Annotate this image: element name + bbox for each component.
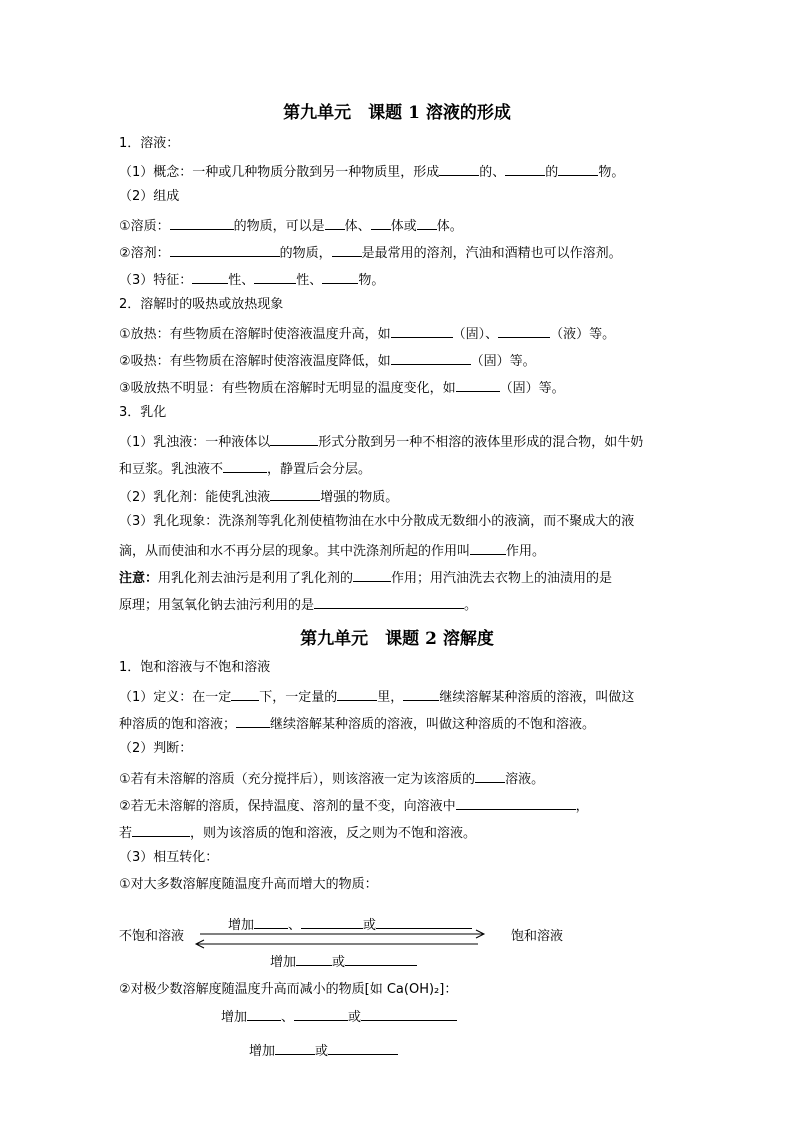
diagram1-bottom-label: 增加 或 xyxy=(270,951,417,972)
line-phenomenon: （3）乳化现象：洗涤剂等乳化剂使植物油在水中分散成无数细小的液滴，而不聚成大的液 xyxy=(119,514,635,529)
line-phenomenon-2: 滴，从而使油和水不再分层的现象。其中洗涤剂所起的作用叫 作用。 xyxy=(119,540,679,561)
line-solution-heading: 1．溶液： xyxy=(119,136,180,151)
line-judge-heading: （2）判断： xyxy=(119,741,193,756)
line-definition: （1）定义：在一定 下，一定量的 里， 继续溶解某种溶质的溶液，叫做这 xyxy=(119,686,679,707)
line-features: （3）特征： 性、 性、 物。 xyxy=(119,269,679,290)
line-conversion-2: ②对极少数溶解度随温度升高而减小的物质[如 Ca(OH)₂]： xyxy=(119,982,458,997)
section-title-1: 第九单元 课题 1 溶液的形成 xyxy=(283,103,511,123)
line-conversion-heading: （3）相互转化： xyxy=(119,850,219,865)
diagram2-bottom-label: 增加 或 xyxy=(249,1040,398,1061)
line-judge-1: ①若有未溶解的溶质（充分搅拌后），则该溶液一定为该溶质的 溶液。 xyxy=(119,768,679,789)
line-exothermic: ①放热：有些物质在溶解时使溶液温度升高，如 （固）、 （液）等。 xyxy=(119,323,679,344)
diagram1-right-label: 饱和溶液 xyxy=(511,929,564,944)
line-definition-2: 种溶质的饱和溶液； 继续溶解某种溶质的溶液，叫做这种溶质的不饱和溶液。 xyxy=(119,713,679,734)
line-emulsifier: （2）乳化剂：能使乳浊液 增强的物质。 xyxy=(119,486,679,507)
diagram2-top-label: 增加 、 或 xyxy=(221,1006,457,1027)
line-conversion-1: ①对大多数溶解度随温度升高而增大的物质： xyxy=(119,877,378,892)
line-heat-heading: 2．溶解时的吸热或放热现象 xyxy=(119,297,284,312)
diagram1-top-label: 增加 、 或 xyxy=(228,914,472,935)
line-saturated-heading: 1．饱和溶液与不饱和溶液 xyxy=(119,660,271,675)
line-emulsion: （1）乳浊液：一种液体以 形式分散到另一种不相溶的液体里形成的混合物，如牛奶 xyxy=(119,431,679,452)
line-solute: ①溶质： 的物质，可以是 体、 体或 体。 xyxy=(119,215,679,236)
diagram1-left-label: 不饱和溶液 xyxy=(119,929,185,944)
section-title-2: 第九单元 课题 2 溶解度 xyxy=(300,629,494,649)
line-endothermic: ②吸热：有些物质在溶解时使溶液温度降低，如 （固）等。 xyxy=(119,350,679,371)
line-note-2: 原理；用氢氧化钠去油污利用的是 。 xyxy=(119,594,679,615)
line-composition: （2）组成 xyxy=(119,189,180,204)
line-no-heat: ③吸放热不明显：有些物质在溶解时无明显的温度变化，如 （固）等。 xyxy=(119,377,679,398)
line-concept: （1）概念：一种或几种物质分散到另一种物质里，形成 的、 的 物。 xyxy=(119,161,679,182)
line-emulsify-heading: 3．乳化 xyxy=(119,405,167,420)
line-note: 注意：用乳化剂去油污是利用了乳化剂的 作用；用汽油洗去衣物上的油渍用的是 xyxy=(119,567,679,588)
diagram1-backward-arrow xyxy=(196,940,478,948)
line-emulsion-2: 和豆浆。乳浊液不 ，静置后会分层。 xyxy=(119,458,679,479)
line-judge-3: 若 ，则为该溶质的饱和溶液，反之则为不饱和溶液。 xyxy=(119,822,679,843)
diagram1-forward-arrow xyxy=(200,930,484,938)
line-judge-2: ②若无未溶解的溶质，保持温度、溶剂的量不变，向溶液中 ， xyxy=(119,795,679,816)
line-solvent: ②溶剂： 的物质， 是最常用的溶剂，汽油和酒精也可以作溶剂。 xyxy=(119,242,679,263)
